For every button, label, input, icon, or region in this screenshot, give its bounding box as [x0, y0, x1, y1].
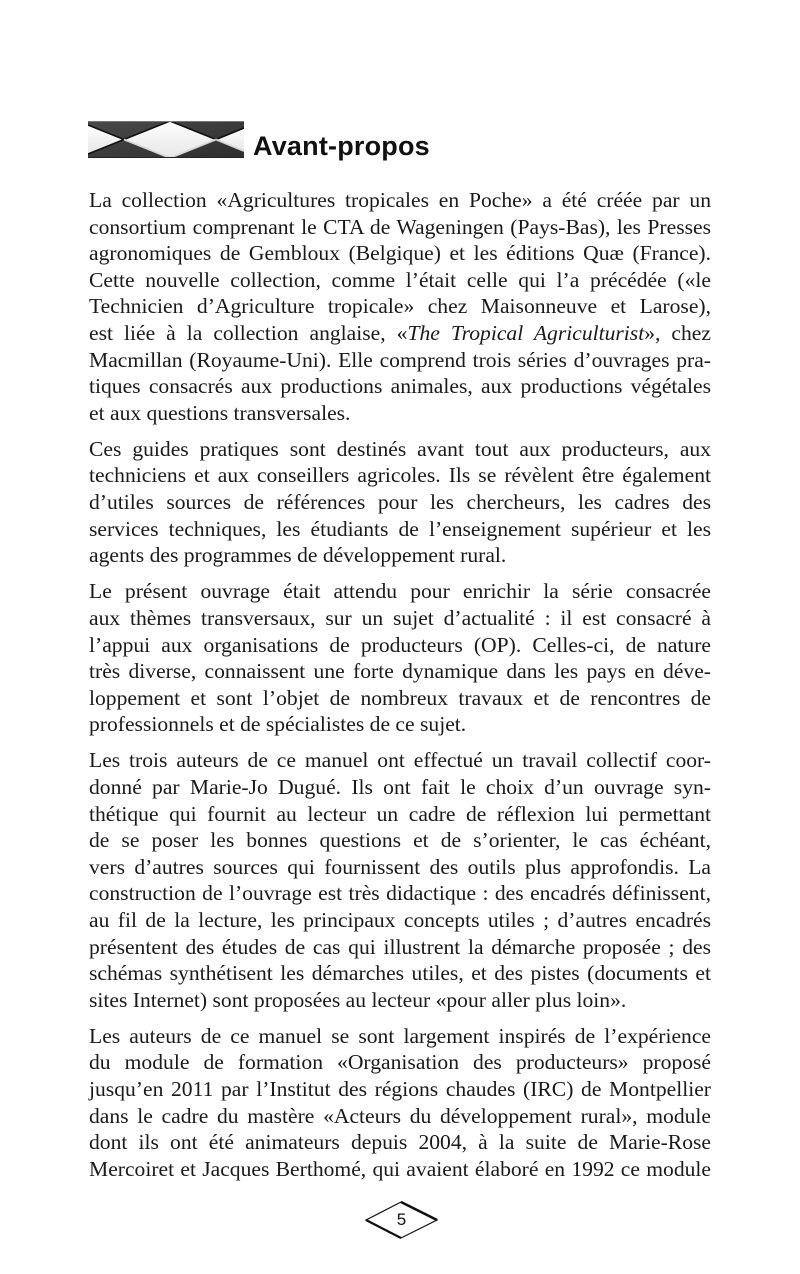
section-header: [88, 118, 430, 161]
text-line: loppement et sont l’objet de nombreux travaux et de rencontres de: [89, 685, 711, 710]
text-line: dans le cadre du mastère «Acteurs du développement rural», module: [89, 1103, 711, 1128]
text-line: agronomiques de Gembloux (Belgique) et les éditions Quæ (France).: [89, 241, 711, 266]
text-span: », chez: [644, 320, 711, 345]
paragraph: [89, 187, 711, 426]
text-line: Le présent ouvrage était attendu pour enrichir la série consacrée: [89, 579, 711, 604]
text-line: [89, 320, 711, 347]
text-line: et aux questions transversales.: [89, 400, 351, 425]
text-line: Ces guides pratiques sont destinés avant tout aux producteurs, aux: [89, 436, 711, 461]
paragraph: [89, 1023, 711, 1183]
text-line: techniciens et aux conseillers agricoles. Ils se révèlent être également: [89, 463, 711, 488]
page-number: [364, 1200, 439, 1240]
text-line: Cette nouvelle collection, comme l’était celle qui l’a précédée («le: [89, 267, 711, 292]
text-line: consortium comprenant le CTA de Wageningen (Pays-Bas), les Presses: [89, 214, 711, 239]
text-line: de se poser les bonnes questions et de s’orienter, le cas échéant,: [89, 828, 711, 853]
paragraph: [89, 578, 711, 738]
text-line: professionnels et de spécialistes de ce sujet.: [89, 712, 467, 737]
text-line: vers d’autres sources qui fournissent des outils plus approfondis. La: [89, 854, 711, 879]
text-line: Technicien d’Agriculture tropicale» chez Maisonneuve et Larose),: [89, 294, 711, 319]
text-line: présentent des études de cas qui illustrent la démarche proposée ; des: [89, 934, 711, 959]
text-line: schémas synthétisent les démarches utiles, et des pistes (documents et: [89, 961, 711, 986]
text-line: La collection «Agricultures tropicales en Poche» a été créée par un: [89, 188, 711, 212]
italic-title: The Tropical Agriculturist: [407, 320, 645, 345]
text-line: très diverse, connaissent une forte dynamique dans les pays en déve-: [89, 659, 711, 684]
page-title: Avant-propos: [253, 131, 430, 161]
paragraph: [89, 747, 711, 1013]
text-line: Mercoiret et Jacques Berthomé, qui avaient élaboré en 1992 ce module: [89, 1156, 711, 1181]
text-line: sites Internet) sont proposées au lecteur «pour aller plus loin».: [89, 987, 627, 1012]
page-number-text: 5: [396, 1210, 407, 1229]
diamond-pattern-banner-icon: [88, 121, 244, 158]
text-line: Les trois auteurs de ce manuel ont effectué un travail collectif coor-: [89, 748, 711, 773]
text-line: donné par Marie-Jo Dugué. Ils ont fait le choix d’un ouvrage syn-: [89, 774, 711, 799]
text-line: aux thèmes transversaux, sur un sujet d’actualité : il est consacré à: [89, 605, 711, 630]
text-line: au fil de la lecture, les principaux concepts utiles ; d’autres encadrés: [89, 907, 711, 932]
text-line: Macmillan (Royaume-Uni). Elle comprend trois séries d’ouvrages pra-: [89, 347, 711, 372]
text-line: thétique qui fournit au lecteur un cadre de réflexion lui permettant: [89, 801, 711, 826]
text-line: services techniques, les étudiants de l’enseignement supérieur et les: [89, 516, 711, 541]
text-line: jusqu’en 2011 par l’Institut des régions chaudes (IRC) de Montpellier: [89, 1077, 711, 1101]
text-line: d’utiles sources de références pour les chercheurs, les cadres des: [89, 490, 711, 515]
text-line: tiques consacrés aux productions animales, aux productions végétales: [89, 374, 711, 399]
body-text: [89, 187, 711, 1192]
text-line: construction de l’ouvrage est très didactique : des encadrés définissent,: [89, 881, 711, 906]
text-span: est liée à la collection anglaise, «: [89, 320, 408, 345]
text-line: du module de formation «Organisation des producteurs» proposé: [89, 1050, 711, 1075]
paragraph: [89, 436, 711, 569]
text-line: l’appui aux organisations de producteurs (OP). Celles-ci, de nature: [89, 632, 711, 657]
text-line: dont ils ont été animateurs depuis 2004, à la suite de Marie-Rose: [89, 1130, 711, 1155]
text-line: Les auteurs de ce manuel se sont largement inspirés de l’expérience: [89, 1023, 711, 1048]
text-line: agents des programmes de développement rural.: [89, 543, 507, 568]
